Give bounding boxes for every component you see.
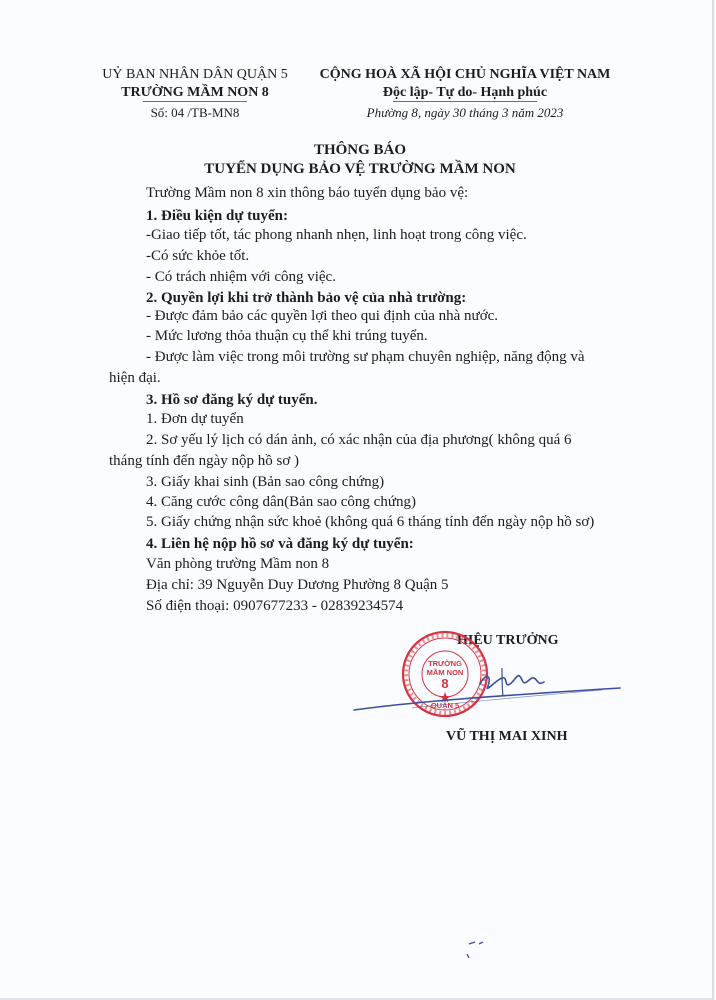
national-motto: Độc lập- Tự do- Hạnh phúc (382, 85, 548, 100)
document-number: Số: 04 /TB-MN8 (150, 105, 240, 120)
section3-item: 2. Sơ yếu lý lịch có dán ảnh, có xác nhận của địa phương( không quá 6 (146, 432, 572, 448)
signature-scribble (352, 658, 622, 718)
school-name: TRƯỜNG MẦM NON 8 (121, 85, 269, 100)
contact-office: Văn phòng trường Mầm non 8 (146, 556, 330, 572)
svg-text:TRƯỜNG: TRƯỜNG (428, 659, 462, 668)
signer-title: HIỆU TRƯỞNG (457, 633, 559, 648)
section1-item: -Có sức khỏe tốt. (146, 248, 250, 264)
section1-item: -Giao tiếp tốt, tác phong nhanh nhẹn, linh hoạt trong công việc. (146, 227, 527, 243)
section3-heading: 3. Hồ sơ đăng ký dự tuyển. (146, 392, 318, 408)
section3-item: 5. Giấy chứng nhận sức khoẻ (không quá 6 tháng tính đến ngày nộp hồ sơ) (146, 514, 595, 530)
section2-item: - Mức lương thỏa thuận cụ thể khi trúng tuyển. (146, 328, 428, 344)
section3-item: 3. Giấy khai sinh (Bản sao công chứng) (146, 474, 385, 490)
issuing-authority: UỶ BAN NHÂN DÂN QUẬN 5 (102, 67, 288, 82)
contact-phone: Số điện thoại: 0907677233 - 02839234574 (146, 598, 404, 614)
scan-marks (455, 930, 495, 960)
signer-name: VŨ THỊ MAI XINH (446, 729, 568, 744)
section2-item: - Được làm việc trong môi trường sư phạm chuyên nghiệp, năng động và (146, 349, 585, 365)
section2-item: hiện đại. (109, 370, 161, 386)
svg-text:8: 8 (441, 676, 449, 691)
section1-heading: 1. Điều kiện dự tuyển: (146, 208, 288, 224)
svg-text:MẦM NON: MẦM NON (426, 668, 464, 677)
intro-text: Trường Mầm non 8 xin thông báo tuyển dụng bảo vệ: (146, 185, 469, 201)
section2-item: - Được đảm bảo các quyền lợi theo qui định của nhà nước. (146, 308, 499, 324)
section4-heading: 4. Liên hệ nộp hồ sơ và đăng ký dự tuyển: (146, 536, 414, 552)
section3-item: tháng tính đến ngày nộp hồ sơ ) (109, 453, 299, 469)
svg-text:QUẬN 5: QUẬN 5 (430, 701, 460, 710)
national-title: CỘNG HOÀ XÃ HỘI CHỦ NGHĨA VIỆT NAM (319, 67, 611, 82)
contact-address: Địa chỉ: 39 Nguyễn Duy Dương Phường 8 Quận 5 (146, 577, 449, 593)
document-date: Phường 8, ngày 30 tháng 3 năm 2023 (366, 105, 564, 120)
header-right-underline (393, 101, 537, 102)
header-left-underline (143, 101, 247, 102)
section1-item: - Có trách nhiệm với công việc. (146, 269, 336, 285)
section3-item: 4. Căng cước công dân(Bản sao công chứng) (146, 494, 416, 510)
notice-subtitle: TUYỂN DỤNG BẢO VỆ TRƯỜNG MẦM NON (204, 161, 516, 177)
section2-heading: 2. Quyền lợi khi trở thành bảo vệ của nhà trường: (146, 290, 467, 306)
notice-title: THÔNG BÁO (313, 142, 407, 158)
section3-item: 1. Đơn dự tuyển (146, 411, 244, 427)
